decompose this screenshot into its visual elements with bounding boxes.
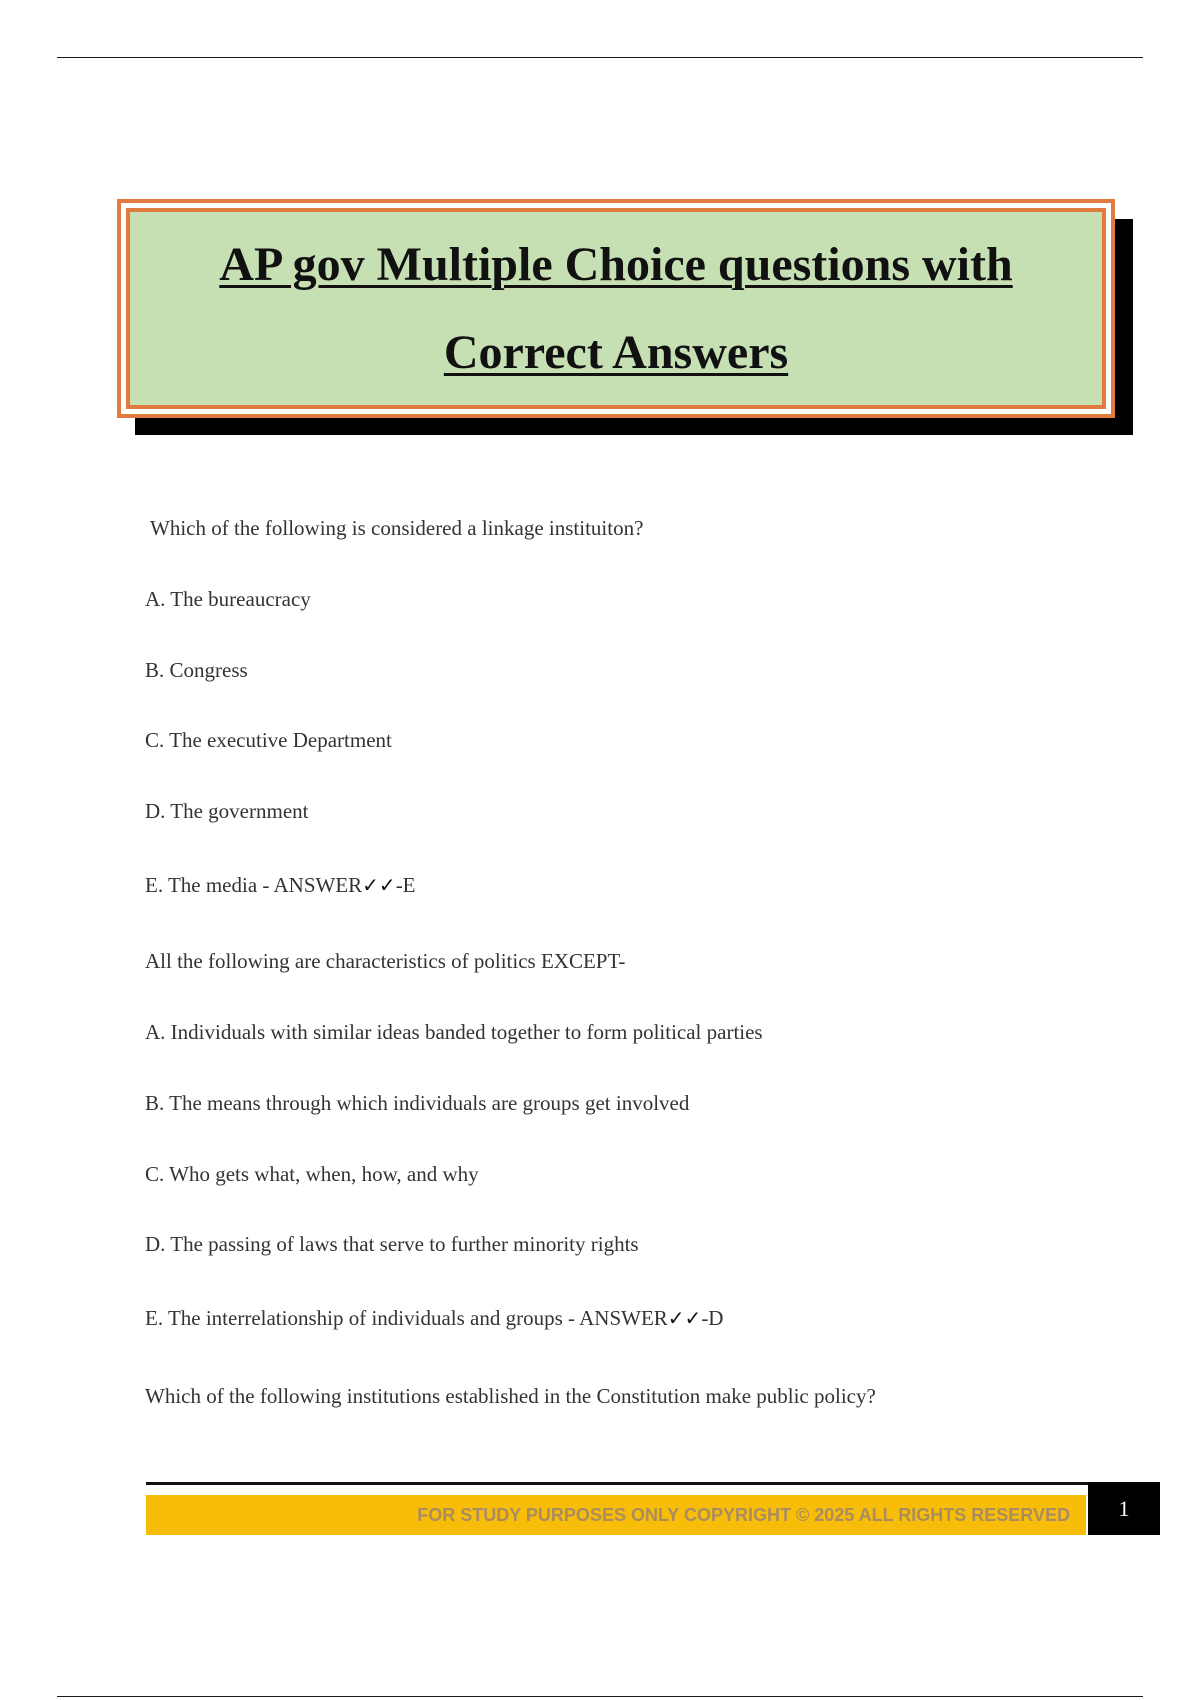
question-1-option-d: D. The government: [145, 799, 309, 823]
question-2-option-e-answer: [145, 1304, 723, 1332]
question-1-option-e-text: E. The media - ANSWER: [145, 873, 363, 897]
copyright-notice: FOR STUDY PURPOSES ONLY COPYRIGHT © 2025 ALL RIGHTS RESERVED: [417, 1505, 1070, 1525]
bottom-rule: [57, 1696, 1143, 1697]
question-2-prompt: All the following are characteristics of politics EXCEPT-: [145, 949, 626, 973]
question-2-option-c: C. Who gets what, when, how, and why: [145, 1162, 479, 1186]
question-1-answer: -E: [395, 873, 416, 897]
question-1-option-c: C. The executive Department: [145, 728, 392, 752]
top-rule: [57, 57, 1143, 58]
question-2-option-a: A. Individuals with similar ideas banded together to form political parties: [145, 1020, 763, 1044]
page-title-line-2: Correct Answers: [443, 325, 789, 379]
page-number: 1: [1088, 1482, 1160, 1535]
question-1-option-e-answer: [145, 871, 416, 899]
title-banner: [117, 199, 1115, 418]
title-banner-inner: [126, 208, 1106, 409]
question-1-option-b: B. Congress: [145, 658, 248, 682]
footer-bar: [146, 1495, 1086, 1535]
question-2-answer: -D: [701, 1306, 724, 1330]
question-3-prompt: Which of the following institutions established in the Constitution make public policy?: [145, 1384, 876, 1408]
question-1-option-a: A. The bureaucracy: [145, 587, 311, 611]
question-2-option-d: D. The passing of laws that serve to further minority rights: [145, 1232, 639, 1256]
question-2-option-b: B. The means through which individuals are groups get involved: [145, 1091, 690, 1115]
question-1-prompt: Which of the following is considered a linkage instituiton?: [150, 516, 644, 540]
check-mark-icon: ✓✓: [362, 873, 396, 897]
page-title-line-1: AP gov Multiple Choice questions with: [219, 237, 1013, 291]
question-2-option-e-text: E. The interrelationship of individuals and groups - ANSWER: [145, 1306, 668, 1330]
check-mark-icon: ✓✓: [667, 1306, 702, 1330]
footer-rule: [146, 1482, 1088, 1485]
